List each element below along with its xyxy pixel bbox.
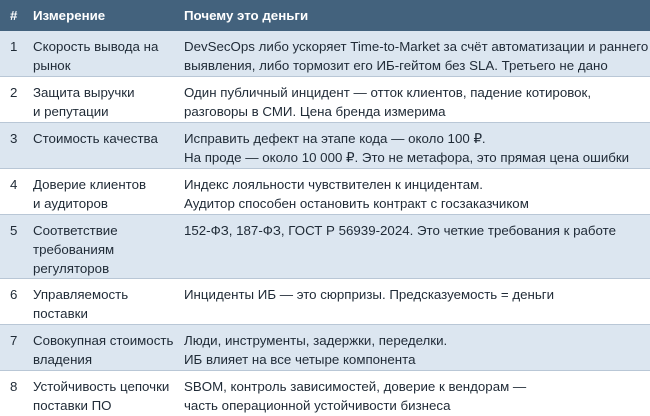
row-why: Исправить дефект на этапе кода — около 100 ₽. На проде — около 10 000 ₽. Это не метафора, это прямая цена ошибки	[184, 131, 630, 165]
row-dimension: Скорость вывода на рынок	[33, 39, 159, 73]
row-dimension: Устойчивость цепочки поставки ПО	[33, 379, 170, 413]
row-num: 2	[10, 85, 18, 100]
table-row	[0, 77, 650, 123]
table-row	[0, 123, 650, 169]
row-num: 5	[10, 223, 18, 238]
row-num: 8	[10, 379, 18, 394]
row-why: Один публичный инцидент — отток клиентов, падение котировок, разговоры в СМИ. Цена бренда измерима	[184, 85, 592, 119]
row-why: SBOM, контроль зависимостей, доверие к вендорам — часть операционной устойчивости бизнеса	[184, 379, 527, 413]
row-num: 4	[10, 177, 18, 192]
row-dimension: Совокупная стоимость владения	[33, 333, 174, 367]
row-why: DevSecOps либо ускоряет Time-to-Market за счёт автоматизации и раннего выявления, либо тормозит его ИБ-гейтом без SLA. Третьего не дано	[184, 39, 649, 73]
header-why: Почему это деньги	[184, 8, 309, 23]
row-dimension: Управляемость поставки	[33, 287, 129, 321]
row-why: Люди, инструменты, задержки, переделки. ИБ влияет на все четыре компонента	[184, 333, 448, 367]
header-num: #	[10, 8, 18, 23]
row-why: 152-ФЗ, 187-ФЗ, ГОСТ Р 56939-2024. Это четкие требования к работе	[184, 223, 616, 238]
row-dimension: Доверие клиентов и аудиторов	[33, 177, 147, 211]
row-num: 6	[10, 287, 18, 302]
row-why: Инциденты ИБ — это сюрпризы. Предсказуемость = деньги	[184, 287, 555, 302]
row-why: Индекс лояльности чувствителен к инцидентам. Аудитор способен остановить контракт с госзаказчиком	[184, 177, 529, 211]
table-row	[0, 169, 650, 215]
row-num: 7	[10, 333, 18, 348]
row-dimension: Соответствие требованиям регуляторов	[33, 223, 118, 276]
table-header	[0, 0, 650, 31]
table-row	[0, 215, 650, 279]
table-row	[0, 325, 650, 371]
row-dimension: Стоимость качества	[33, 131, 158, 146]
row-num: 3	[10, 131, 18, 146]
header-dimension: Измерение	[33, 8, 106, 23]
table-row	[0, 279, 650, 325]
table-row	[0, 371, 650, 416]
row-dimension: Защита выручки и репутации	[33, 85, 135, 119]
table-row	[0, 31, 650, 77]
row-num: 1	[10, 39, 18, 54]
